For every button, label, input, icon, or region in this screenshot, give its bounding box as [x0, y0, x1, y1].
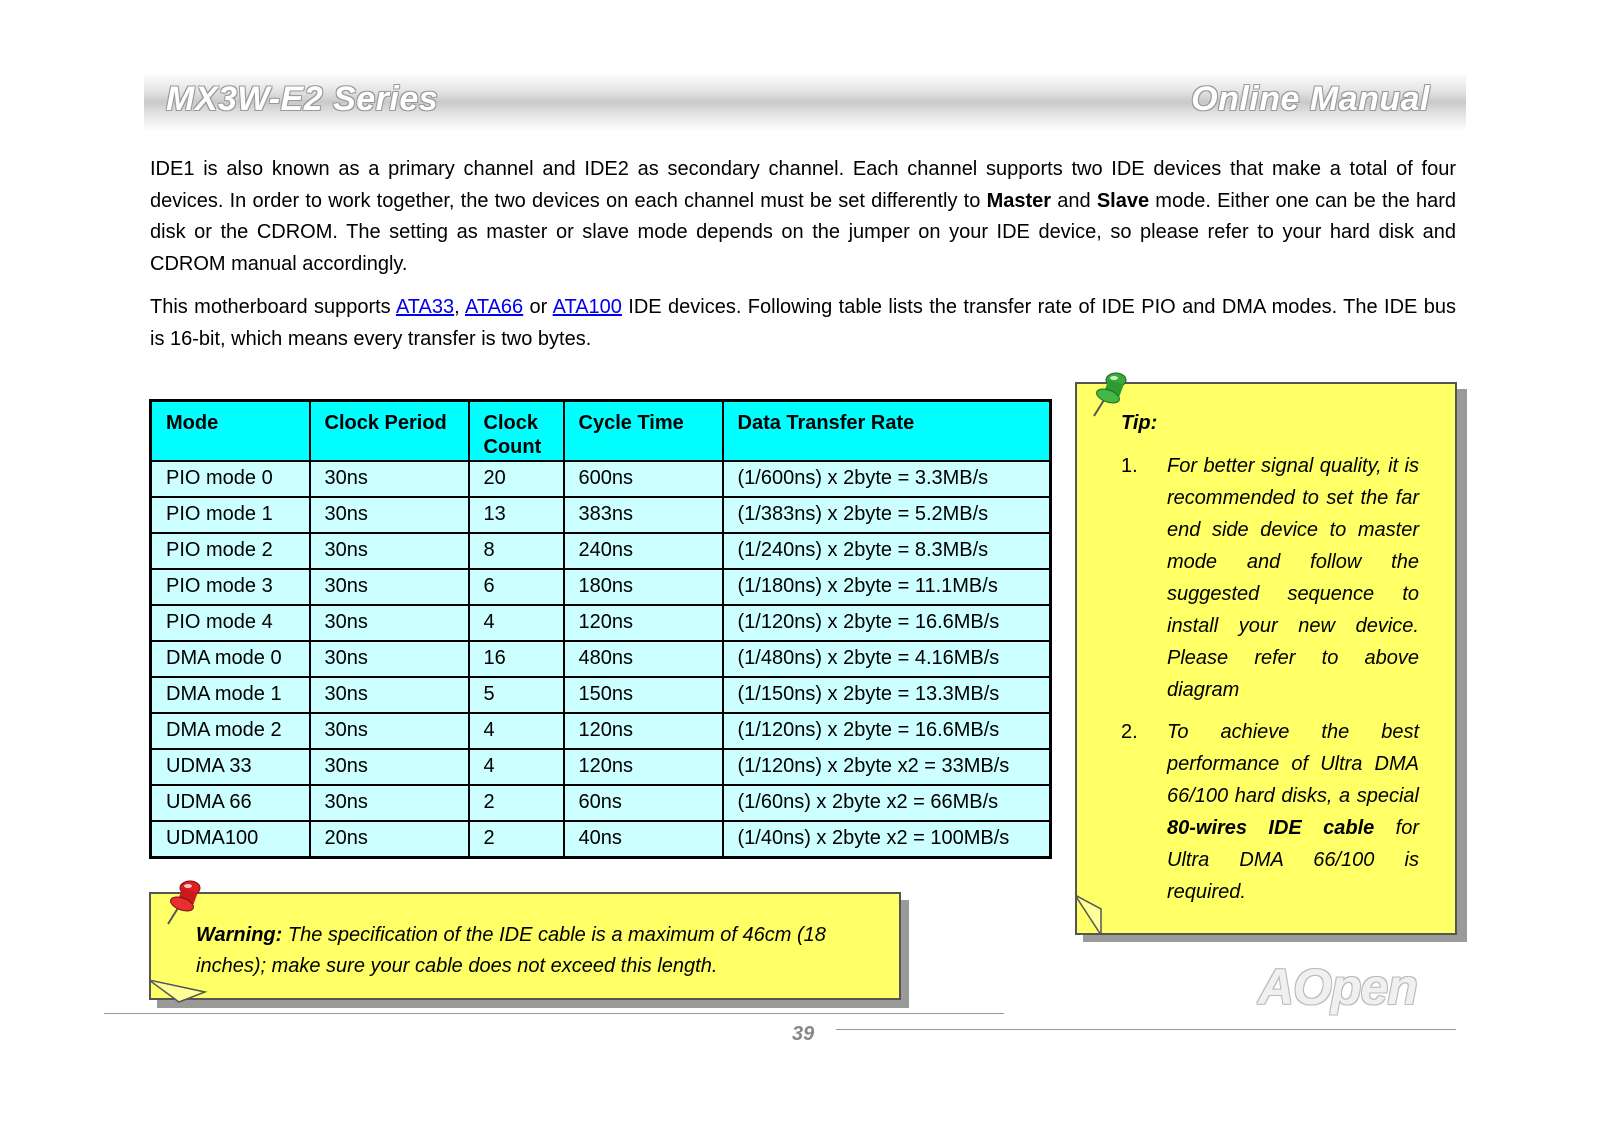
folded-corner-icon	[149, 980, 209, 1004]
tip-item-text: For better signal quality, it is recommended to set the far end side device to master mode and follow the suggested sequence to install your new device. Please refer to above diagram	[1167, 455, 1419, 701]
column-header-cycle-time: Cycle Time	[564, 401, 723, 461]
cell-mode: PIO mode 1	[151, 497, 310, 533]
cell-clock-period: 30ns	[310, 533, 469, 569]
cell-data-transfer-rate: (1/480ns) x 2byte = 4.16MB/s	[723, 641, 1051, 677]
cell-mode: PIO mode 0	[151, 461, 310, 497]
folded-corner-icon	[1075, 895, 1103, 935]
manual-title: Online Manual	[1191, 80, 1430, 118]
cell-data-transfer-rate: (1/240ns) x 2byte = 8.3MB/s	[723, 533, 1051, 569]
table-row	[151, 821, 1051, 858]
intro-text: IDE devices. Following table lists the transfer rate of IDE PIO and DMA modes. The IDE bus is 16-bit, which means every transfer is two bytes.	[150, 296, 1456, 350]
cell-clock-count: 2	[469, 785, 564, 821]
cell-clock-count: 2	[469, 821, 564, 858]
cell-data-transfer-rate: (1/60ns) x 2byte x2 = 66MB/s	[723, 785, 1051, 821]
cell-mode: DMA mode 0	[151, 641, 310, 677]
cell-mode: PIO mode 2	[151, 533, 310, 569]
table-row	[151, 461, 1051, 497]
table-row	[151, 713, 1051, 749]
cell-mode: UDMA100	[151, 821, 310, 858]
tip-item-text	[1167, 716, 1419, 908]
cell-clock-period: 30ns	[310, 641, 469, 677]
cell-data-transfer-rate: (1/180ns) x 2byte = 11.1MB/s	[723, 569, 1051, 605]
slave-term: Slave	[1096, 189, 1150, 212]
cell-cycle-time: 120ns	[564, 713, 723, 749]
cell-cycle-time: 120ns	[564, 749, 723, 785]
cell-data-transfer-rate: (1/600ns) x 2byte = 3.3MB/s	[723, 461, 1051, 497]
cell-data-transfer-rate: (1/150ns) x 2byte = 13.3MB/s	[723, 677, 1051, 713]
tip-item-number: 1.	[1121, 455, 1138, 477]
cell-clock-count: 13	[469, 497, 564, 533]
cell-clock-count: 4	[469, 749, 564, 785]
table-row	[151, 569, 1051, 605]
cell-cycle-time: 120ns	[564, 605, 723, 641]
intro-paragraph-1	[150, 154, 1456, 280]
table-body	[151, 461, 1051, 858]
table-row	[151, 497, 1051, 533]
footer-rule-left	[104, 1013, 1004, 1014]
page-number: 39	[792, 1023, 815, 1045]
cell-clock-period: 20ns	[310, 821, 469, 858]
cell-clock-count: 4	[469, 605, 564, 641]
intro-paragraph-2	[150, 292, 1456, 355]
cell-data-transfer-rate: (1/383ns) x 2byte = 5.2MB/s	[723, 497, 1051, 533]
cell-clock-period: 30ns	[310, 713, 469, 749]
cell-mode: UDMA 33	[151, 749, 310, 785]
intro-text: or	[523, 296, 553, 318]
warning-label: Warning:	[196, 924, 283, 946]
tip-item-number: 2.	[1121, 721, 1138, 743]
cell-cycle-time: 150ns	[564, 677, 723, 713]
master-term: Master	[986, 189, 1052, 212]
intro-text: ,	[454, 296, 465, 318]
table-row	[151, 785, 1051, 821]
cell-cycle-time: 600ns	[564, 461, 723, 497]
footer-rule-right	[836, 1029, 1456, 1030]
cell-cycle-time: 40ns	[564, 821, 723, 858]
tip-title: Tip:	[1121, 412, 1158, 434]
page-header	[144, 72, 1466, 132]
cell-mode: DMA mode 1	[151, 677, 310, 713]
cell-cycle-time: 480ns	[564, 641, 723, 677]
cell-clock-period: 30ns	[310, 605, 469, 641]
intro-text: This motherboard supports	[150, 296, 396, 318]
cell-data-transfer-rate: (1/120ns) x 2byte = 16.6MB/s	[723, 713, 1051, 749]
cell-clock-period: 30ns	[310, 497, 469, 533]
cell-data-transfer-rate: (1/120ns) x 2byte = 16.6MB/s	[723, 605, 1051, 641]
warning-body: The specification of the IDE cable is a maximum of 46cm (18 inches); make sure your cable does not exceed this length.	[196, 924, 826, 977]
cable-term: 80-wires IDE cable	[1167, 817, 1375, 839]
cell-clock-count: 5	[469, 677, 564, 713]
cell-cycle-time: 60ns	[564, 785, 723, 821]
cell-mode: UDMA 66	[151, 785, 310, 821]
table-row	[151, 677, 1051, 713]
cell-clock-count: 20	[469, 461, 564, 497]
cell-cycle-time: 383ns	[564, 497, 723, 533]
cell-mode: PIO mode 3	[151, 569, 310, 605]
cell-data-transfer-rate: (1/120ns) x 2byte x2 = 33MB/s	[723, 749, 1051, 785]
cell-cycle-time: 180ns	[564, 569, 723, 605]
ide-transfer-rate-table	[149, 399, 1052, 859]
cell-clock-period: 30ns	[310, 749, 469, 785]
aopen-logo: AOpen	[1258, 959, 1417, 1015]
cell-clock-count: 6	[469, 569, 564, 605]
column-header-data-transfer-rate: Data Transfer Rate	[723, 401, 1051, 461]
tip-text-part: for Ultra DMA 66/100 is required.	[1167, 817, 1419, 903]
ata66-link[interactable]: ATA66	[464, 296, 524, 318]
table-row	[151, 749, 1051, 785]
intro-text: and	[1051, 189, 1097, 212]
intro-text: mode. Either one can be the hard disk or the CDROM. The setting as master or slave mode depends on the jumper on your IDE device, so please refer to your hard disk and CDROM manual accordingly.	[150, 189, 1457, 275]
cell-mode: PIO mode 4	[151, 605, 310, 641]
cell-clock-count: 16	[469, 641, 564, 677]
table-header-row	[151, 401, 1051, 461]
table-row	[151, 641, 1051, 677]
column-header-clock-period: Clock Period	[310, 401, 469, 461]
cell-clock-count: 4	[469, 713, 564, 749]
intro-text: IDE1 is also known as a primary channel and IDE2 as secondary channel. Each channel supports two IDE devices that make a total of four devices. In order to work together, the two devices on each channel must be set differently to	[150, 158, 1456, 212]
cell-clock-period: 30ns	[310, 569, 469, 605]
ata100-link[interactable]: ATA100	[552, 296, 622, 318]
table-row	[151, 605, 1051, 641]
column-header-mode: Mode	[151, 401, 310, 461]
warning-text	[196, 920, 886, 982]
ata33-link[interactable]: ATA33	[395, 296, 455, 318]
cell-mode: DMA mode 2	[151, 713, 310, 749]
series-title: MX3W-E2 Series	[166, 80, 439, 118]
cell-cycle-time: 240ns	[564, 533, 723, 569]
tip-text-part: To achieve the best performance of Ultra DMA 66/100 hard disks, a special	[1167, 721, 1419, 807]
cell-clock-period: 30ns	[310, 461, 469, 497]
cell-clock-count: 8	[469, 533, 564, 569]
column-header-clock-count: Clock Count	[469, 401, 564, 461]
cell-clock-period: 30ns	[310, 785, 469, 821]
cell-clock-period: 30ns	[310, 677, 469, 713]
table-row	[151, 533, 1051, 569]
cell-data-transfer-rate: (1/40ns) x 2byte x2 = 100MB/s	[723, 821, 1051, 858]
